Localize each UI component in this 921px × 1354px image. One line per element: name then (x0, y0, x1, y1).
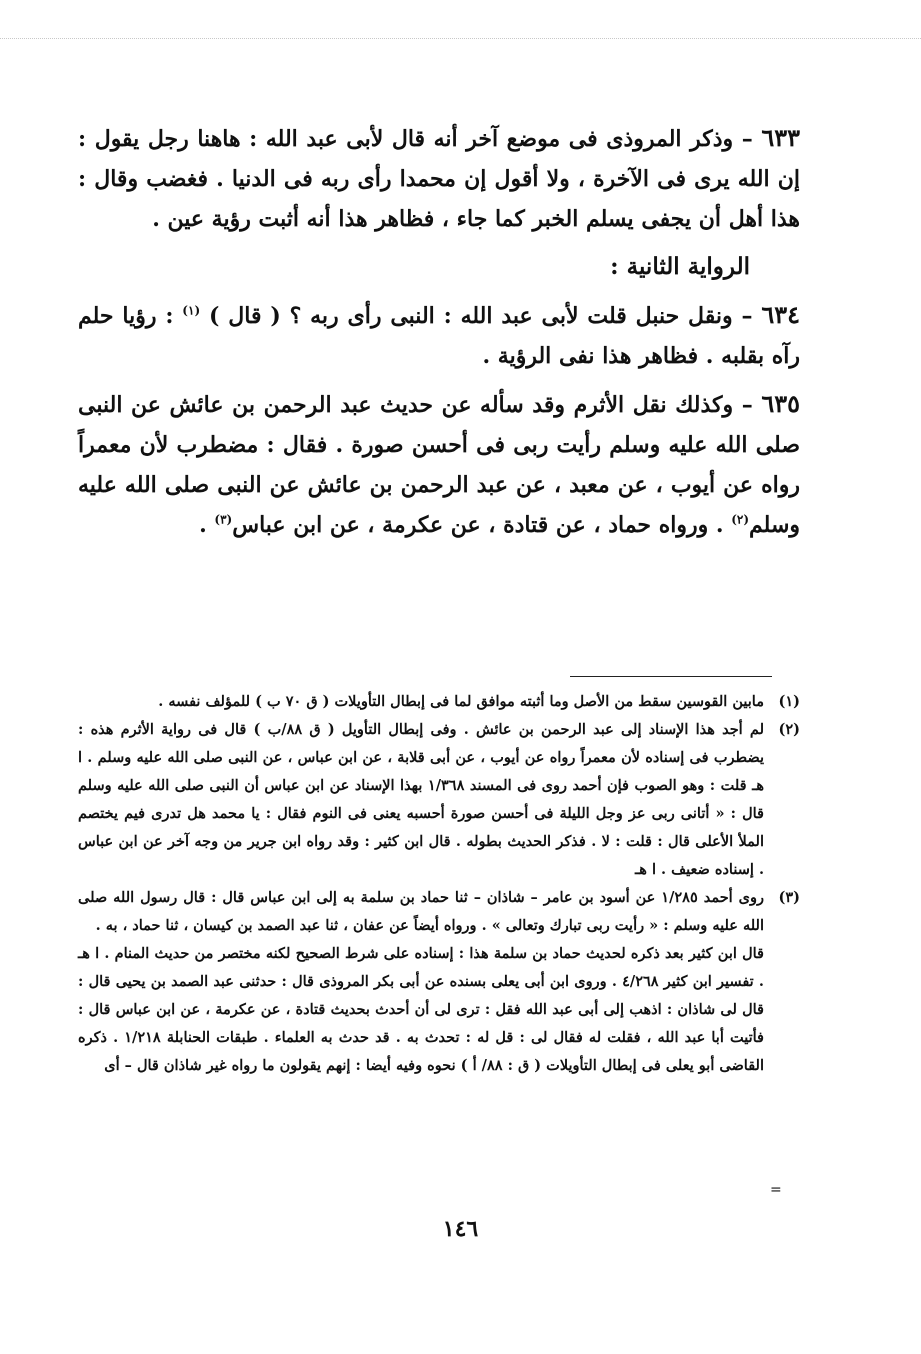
footnote-text: روى أحمد ١/٢٨٥ عن أسود بن عامر – شاذان – ثنا حماد بن سلمة به إلى ابن عباس قال : قال رسول الله صلى الله عليه وسلم : « رأيت ربى تبارك وتعالى » . ورواه أيضاً عن عفان ، ثنا عبد الصمد بن كيسان ، ثنا حماد ، به . (78, 889, 764, 934)
footnote-number: (٢) (778, 721, 800, 738)
footnote-text: لم أجد هذا الإسناد إلى عبد الرحمن بن عائش . وفى إبطال التأويل ( ق ٨٨/ب ) قال فى رواية الأثرم هذه : يضطرب فى إسناده لأن معمراً رواه عن أيوب ، عن أبى قلابة ، عن ابن عباس ، عن النبى صلى الله عليه وسلم . ا هـ قلت : وهو الصوب فإن أحمد روى فى المسند ١/٣٦٨ بهذا الإسناد عن ابن عباس أن النبى صلى الله عليه وسلم قال : « أتانى ربى عز وجل الليلة فى أحسن صورة أحسبه يعنى فى النوم فقال : يا محمد هل تدرى فيم يختصم الملأ الأعلى قال : قلت : لا . فذكر الحديث بطوله . قال ابن كثير : وقد رواه ابن جرير من وجه آخر عن ابن عباس . إسناده ضعيف . ا هـ (78, 721, 765, 878)
paragraph-text: : رؤيا حلم رآه بقلبه . فظاهر هذا نفى الرؤية . (78, 303, 800, 369)
footnote-text: مابين القوسين سقط من الأصل وما أثبته موافق لما فى إبطال التأويلات ( ق ٧٠ ب ) للمؤلف نفسه . (158, 693, 764, 710)
paragraph-number: ٦٣٤ (761, 300, 800, 329)
footnote-ref: (٣) (214, 512, 233, 527)
paragraph-number: ٦٣٥ (761, 389, 800, 418)
section-heading: الرواية الثانية : (610, 253, 750, 280)
footnote-number: (١) (778, 693, 800, 710)
footnote-2 (78, 716, 800, 884)
footnotes (78, 688, 800, 1080)
footnote-ref: (١) (182, 303, 201, 318)
footnote-1 (78, 688, 800, 716)
paragraph-634 (78, 295, 800, 376)
continuation-mark: = (770, 1182, 782, 1198)
paragraph-text: – وذكر المروذى فى موضع آخر أنه قال لأبى عبد الله : هاهنا رجل يقول : إن الله يرى فى الآخرة ، ولا أقول إن محمدا رأى ربه فى الدنيا . فغضب وقال : هذا أهل أن يجفى يسلم الخبر كما جاء ، فظاهر هذا أنه أثبت رؤية عين . (78, 126, 800, 232)
footnote-3 (78, 884, 800, 1080)
main-text (78, 118, 800, 545)
paragraph-text: . ورواه حماد ، عن قتادة ، عن عكرمة ، عن ابن عباس (232, 512, 732, 538)
footnote-text-continued: قال ابن كثير بعد ذكره لحديث حماد بن سلمة هذا : إسناده على شرط الصحيح لكنه مختصر من حديث المنام . ا هـ . تفسير ابن كثير ٤/٢٦٨ . وروى ابن أبى يعلى بسنده عن أبى بكر المروذى قال : حدثنى عبد الصمد بن يحيى قال : قال لى شاذان : اذهب إلى أبى عبد الله فقل : ترى لى أن أحدث بحديث قتادة ، عن عكرمة ، عن ابن عباس قال : فأتيت أبا عبد الله ، فقلت له فقال لى : قل له : تحدث به . قد حدث به العلماء . طبقات الحنابلة ١/٢١٨ . ذكره القاضى أبو يعلى فى إبطال التأويلات ( ق : ٨٨/ أ ) نحوه وفيه أيضا : إنهم يقولون ما رواه غير شاذان قال – أى (78, 945, 764, 1074)
paragraph-text: . (199, 512, 215, 538)
footnote-ref: (٢) (731, 512, 750, 527)
footnote-divider (570, 676, 772, 677)
paragraph-text: – ونقل حنبل قلت لأبى عبد الله : النبى رأى ربه ؟ ( قال ) (200, 303, 762, 329)
page-number: ١٤٦ (442, 1216, 479, 1242)
paragraph-text: – وكذلك نقل الأثرم وقد سأله عن حديث عبد الرحمن بن عائش عن النبى صلى الله عليه وسلم رأيت ربى فى أحسن صورة . فقال : مضطرب لأن معمراً رواه عن أيوب ، عن معبد ، عن عبد الرحمن بن عائش عن النبى صلى الله عليه وسلم (78, 392, 800, 538)
scan-artifact (0, 38, 921, 39)
footnote-number: (٣) (778, 889, 800, 906)
paragraph-number: ٦٣٣ (761, 123, 800, 152)
paragraph-635 (78, 384, 800, 545)
paragraph-633 (78, 118, 800, 239)
footnote-body (78, 884, 764, 1080)
